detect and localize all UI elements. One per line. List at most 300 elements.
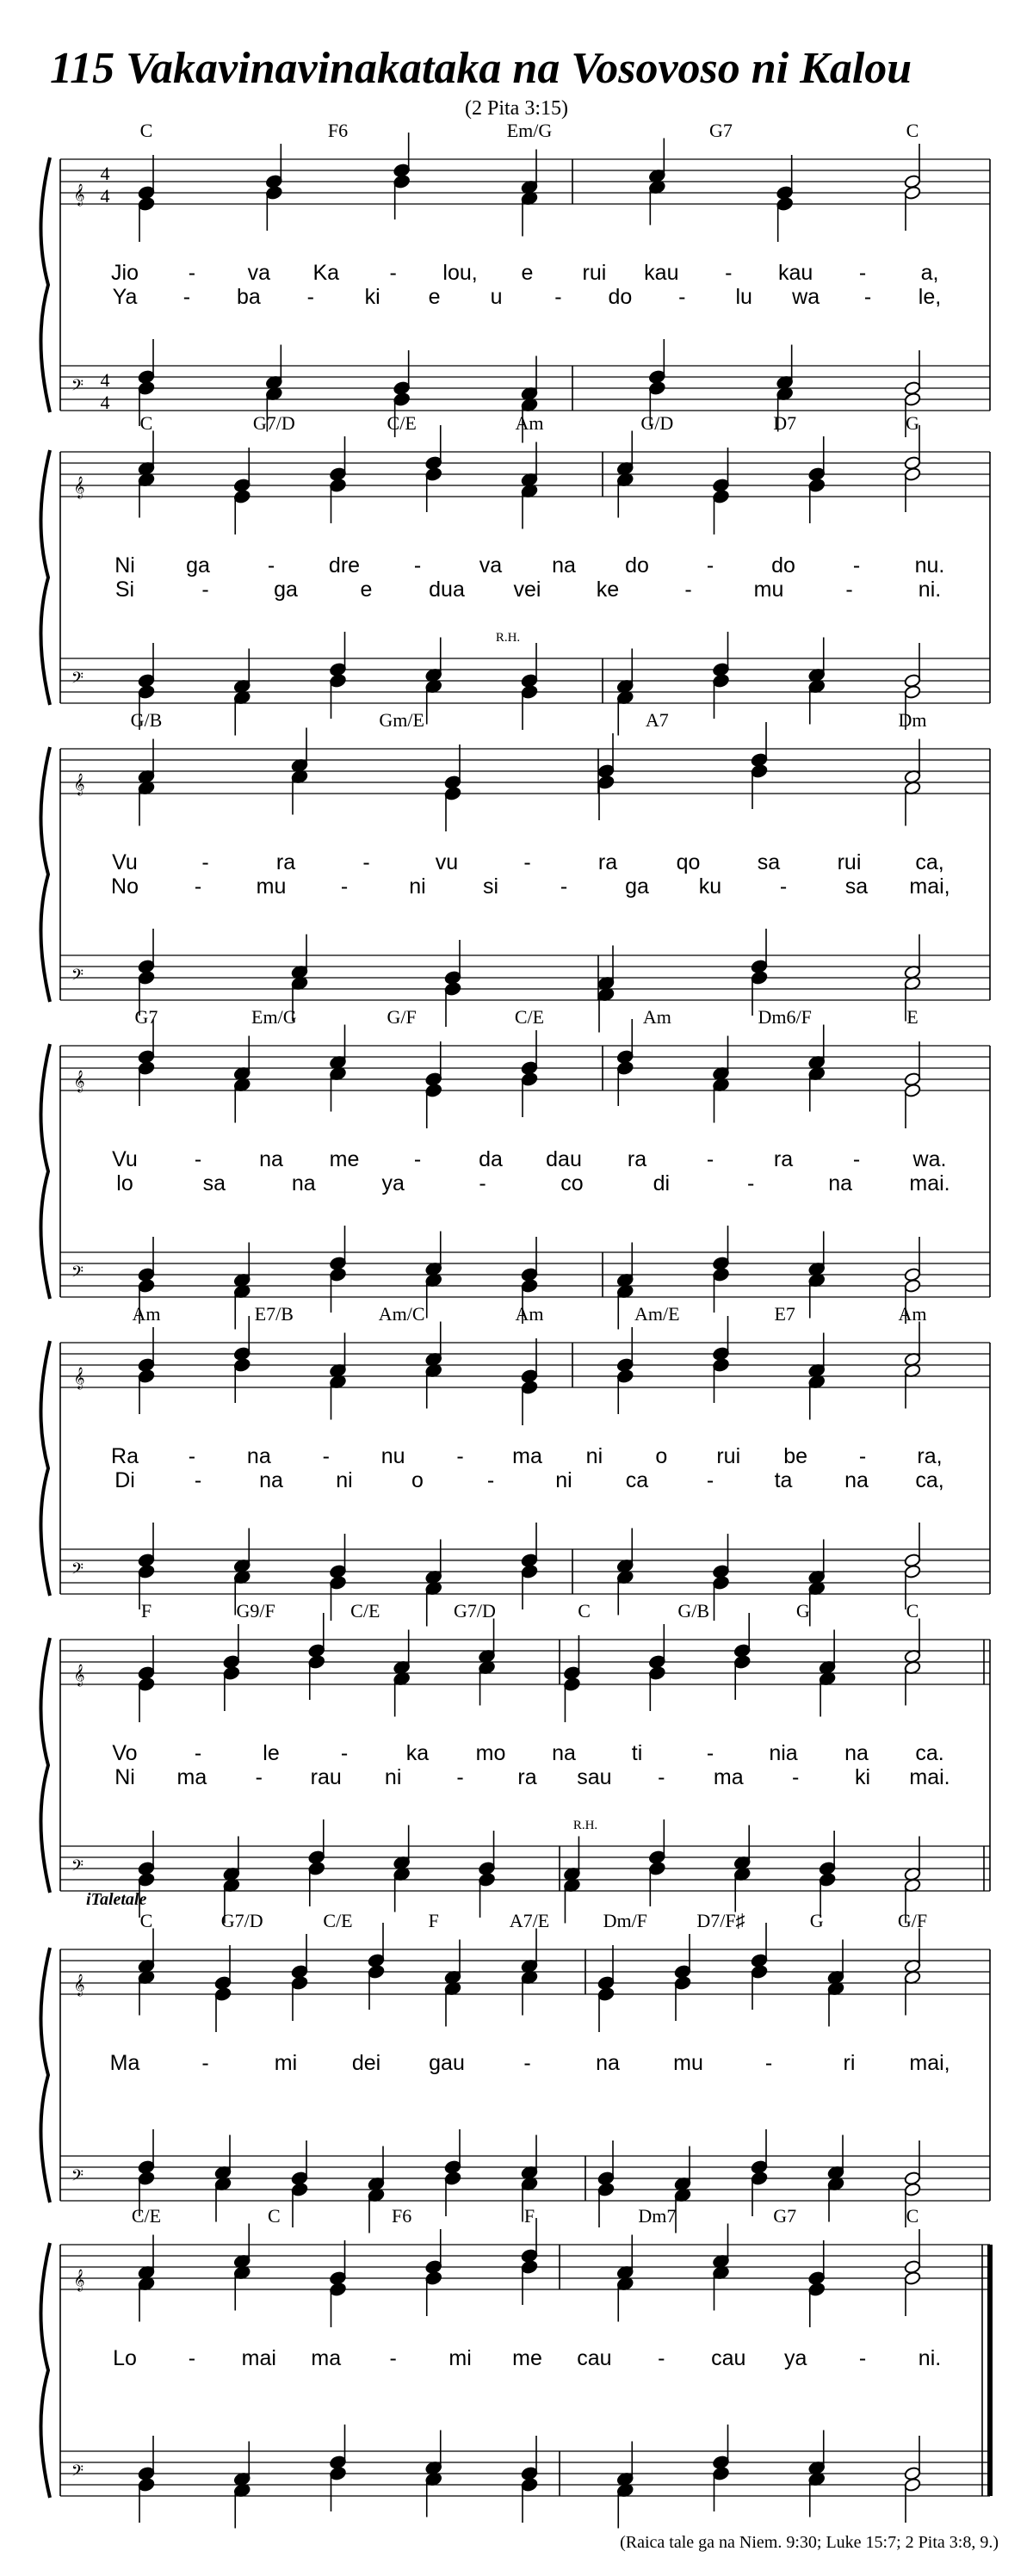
time-signature-top: 4 — [100, 369, 110, 391]
bass-note — [904, 1564, 921, 1578]
lyric-syllable: ni — [585, 1444, 603, 1468]
lyric-syllable: wa. — [912, 1147, 947, 1171]
lyric-syllable: na — [291, 1171, 316, 1195]
lyric-syllable: gau — [429, 2051, 465, 2075]
lyric-syllable: be — [783, 1444, 808, 1468]
treble-staff — [60, 749, 990, 794]
lyric-syllable: ra — [597, 850, 618, 874]
lyric-syllable: o — [655, 1444, 668, 1468]
chord-symbol: G/D — [640, 412, 674, 434]
alto-note — [444, 786, 461, 800]
lyric-syllable: - — [182, 285, 191, 309]
lyric-syllable: dre — [328, 553, 361, 578]
lyric-syllable: ra — [773, 1147, 794, 1171]
alto-note — [904, 1083, 921, 1097]
lyric-syllable: - — [658, 1765, 665, 1789]
alto-note — [712, 1357, 729, 1372]
lyric-syllable: - — [858, 261, 867, 285]
lyric-syllable: - — [863, 285, 872, 309]
chord-symbol: Dm6/F — [758, 1006, 812, 1028]
lyric-syllable: Vu — [112, 1147, 138, 1171]
lyric-syllable: ya — [783, 2346, 807, 2370]
lyric-syllable: Ya — [112, 285, 138, 309]
lyric-syllable: - — [747, 1171, 755, 1195]
chord-symbol: G/F — [897, 1910, 928, 1931]
chord-symbol: C — [267, 2205, 281, 2227]
bass-note — [521, 1278, 538, 1293]
lyric-syllable: le, — [918, 285, 942, 309]
lyric-syllable: ya — [381, 1171, 405, 1195]
alto-note — [616, 1368, 634, 1383]
lyric-syllable: - — [858, 1444, 867, 1468]
chord-symbol: C — [906, 2205, 919, 2227]
lyric-syllable: do — [625, 553, 649, 578]
lyric-syllable: - — [523, 850, 531, 874]
chord-symbol: G7/D — [252, 412, 295, 434]
alto-note — [138, 1368, 155, 1383]
alto-note — [712, 489, 729, 503]
bass-note — [444, 2171, 461, 2185]
lyric-syllable: - — [188, 1444, 196, 1468]
lyric-syllable: ka — [405, 1741, 430, 1765]
lyric-syllable: - — [684, 578, 692, 602]
lyric-syllable: me — [512, 2346, 542, 2370]
alto-note — [425, 2270, 442, 2285]
lyric-syllable: rau — [310, 1765, 342, 1789]
lyric-syllable: - — [706, 553, 714, 578]
chord-symbol: A7/E — [509, 1910, 550, 1931]
chord-symbol: G7/D — [220, 1910, 263, 1931]
lyric-syllable: - — [845, 578, 853, 602]
chord-symbol: G7 — [134, 1006, 158, 1028]
source-references: (Raica tale ga na Niem. 9:30; Luke 15:7; 2 Pita 3:8, 9.) — [620, 2533, 999, 2552]
lyric-syllable: ra — [517, 1765, 537, 1789]
lyric-syllable: vu — [435, 850, 459, 874]
lyric-syllable: do — [771, 553, 795, 578]
lyric-syllable: ku — [698, 874, 722, 899]
lyric-syllable: - — [194, 1741, 202, 1765]
lyric-syllable: - — [706, 1741, 714, 1765]
chord-symbol: C — [578, 1600, 591, 1622]
lyric-syllable: - — [792, 1765, 800, 1789]
chord-symbol: Dm — [898, 709, 927, 731]
chord-symbol: Am/C — [378, 1303, 425, 1325]
bass-note — [904, 2182, 921, 2196]
chord-symbol: G/B — [130, 709, 163, 731]
scripture-reference: (2 Pita 3:15) — [465, 97, 568, 120]
alto-note — [563, 1677, 580, 1691]
lyric-syllable: Jio — [111, 261, 139, 285]
chord-symbol: Gm/E — [379, 709, 424, 731]
treble-clef-icon: 𝄞 — [73, 2269, 85, 2290]
bass-note — [138, 684, 155, 699]
lyric-syllable: ni — [336, 1468, 353, 1492]
alto-note — [138, 1677, 155, 1691]
bass-note — [138, 1564, 155, 1578]
lyric-syllable: Di — [114, 1468, 135, 1492]
lyric-syllable: - — [779, 874, 788, 899]
lyric-syllable: rui — [716, 1444, 741, 1468]
lyric-syllable: si — [482, 874, 499, 899]
lyric-syllable: - — [362, 850, 370, 874]
lyric-syllable: - — [340, 1741, 349, 1765]
bass-note — [329, 673, 346, 688]
chord-symbol: G7 — [773, 2205, 797, 2227]
lyric-syllable: - — [560, 874, 568, 899]
lyric-syllable: - — [389, 261, 397, 285]
lyric-syllable: - — [852, 1147, 861, 1171]
lyric-syllable: na — [246, 1444, 271, 1468]
lyric-syllable: - — [456, 1765, 464, 1789]
lyric-syllable: Ma — [109, 2051, 140, 2075]
chord-symbol: F6 — [392, 2205, 412, 2227]
lyric-syllable: - — [858, 2346, 867, 2370]
alto-note — [808, 478, 826, 492]
chord-symbol: Am/E — [634, 1303, 680, 1325]
hymn-title-text: Vakavinavinakataka na Vosovoso ni Kalou — [126, 44, 912, 93]
bass-note — [904, 684, 921, 699]
lyric-syllable: va — [247, 261, 271, 285]
lyric-syllable: u — [490, 285, 503, 309]
lyric-syllable: kau — [778, 261, 813, 285]
chord-symbol: E7 — [774, 1303, 795, 1325]
chord-symbol: G7 — [709, 120, 733, 141]
bass-note — [597, 2182, 615, 2196]
chord-symbol: C — [906, 1600, 919, 1622]
lyric-syllable: Ka — [312, 261, 340, 285]
alto-note — [904, 185, 921, 200]
chord-symbol: E — [906, 1006, 919, 1028]
alto-note — [521, 1380, 538, 1394]
lyric-syllable: lu — [735, 285, 752, 309]
lyric-syllable: na — [844, 1468, 869, 1492]
lyric-syllable: - — [764, 2051, 773, 2075]
lyric-syllable: - — [486, 1468, 495, 1492]
alto-note — [597, 1986, 615, 2001]
lyric-syllable: na — [596, 2051, 620, 2075]
alto-note — [521, 1072, 538, 1086]
alto-note — [521, 2259, 538, 2274]
alto-note — [616, 1060, 634, 1075]
lyric-syllable: e — [521, 261, 534, 285]
bass-note — [904, 392, 921, 406]
lyric-syllable: ra — [275, 850, 296, 874]
lyric-syllable: kau — [644, 261, 679, 285]
chord-symbol: Am — [642, 1006, 671, 1028]
chord-symbol: C — [906, 120, 919, 141]
bass-note — [751, 970, 768, 985]
lyric-syllable: - — [188, 261, 196, 285]
lyric-syllable: ma — [311, 2346, 342, 2370]
lyric-syllable: lou, — [442, 261, 478, 285]
lyric-syllable: le — [263, 1741, 280, 1765]
treble-clef-icon: 𝄞 — [73, 1070, 85, 1091]
alto-note — [393, 174, 411, 188]
time-signature-bottom: 4 — [100, 392, 110, 413]
lyric-syllable: na — [259, 1147, 283, 1171]
bass-clef-icon: 𝄢 — [71, 2166, 84, 2188]
bass-note — [648, 1861, 665, 1875]
alto-note — [329, 2282, 346, 2296]
lyric-syllable: ri — [843, 2051, 856, 2075]
chord-symbol: Em/G — [506, 120, 553, 141]
lyric-syllable: Ni — [114, 553, 135, 578]
chord-symbol: C — [139, 1910, 153, 1931]
lyric-syllable: na — [828, 1171, 853, 1195]
lyric-syllable: ba — [236, 285, 261, 309]
lyric-syllable: ki — [855, 1765, 871, 1789]
lyric-syllable: - — [413, 1147, 422, 1171]
lyric-syllable: o — [411, 1468, 424, 1492]
lyric-syllable: ki — [364, 285, 380, 309]
lyric-syllable: mu — [753, 578, 784, 602]
lyric-syllable: Vo — [112, 1741, 138, 1765]
lyric-syllable: dua — [429, 578, 465, 602]
lyric-syllable: - — [852, 553, 861, 578]
lyric-syllable: - — [706, 1468, 714, 1492]
bass-clef-icon: 𝄢 — [71, 376, 84, 398]
lyric-syllable: rui — [582, 261, 607, 285]
lyric-syllable: - — [523, 2051, 531, 2075]
chord-symbol: Am — [515, 412, 544, 434]
lyric-syllable: va — [479, 553, 503, 578]
lyric-syllable: ni — [555, 1468, 572, 1492]
lyric-syllable: ni. — [918, 578, 942, 602]
chord-symbol: Dm7 — [638, 2205, 677, 2227]
bass-note — [329, 1267, 346, 1282]
lyric-syllable: No — [111, 874, 139, 899]
chord-symbol: G — [795, 1600, 810, 1622]
chord-symbol: F — [140, 1600, 152, 1622]
bass-note — [904, 1278, 921, 1293]
bass-note — [138, 1278, 155, 1293]
chord-symbol: C/E — [323, 1910, 353, 1931]
lyric-syllable: mai. — [909, 1171, 950, 1195]
chord-symbol: G7/D — [453, 1600, 496, 1622]
alto-note — [233, 489, 251, 503]
chord-symbol: F — [428, 1910, 439, 1931]
system-brace — [40, 450, 50, 705]
bass-clef-icon: 𝄢 — [71, 2462, 84, 2483]
lyric-syllable: dei — [351, 2051, 381, 2075]
lyric-syllable: - — [658, 2346, 665, 2370]
system-brace — [40, 1341, 50, 1596]
chord-symbol: D7/F♯ — [696, 1910, 745, 1931]
lyric-syllable: ni. — [918, 2346, 942, 2370]
lyric-syllable: dau — [546, 1147, 582, 1171]
treble-clef-icon: 𝄞 — [73, 1664, 85, 1685]
alto-note — [904, 2270, 921, 2285]
chord-symbol: C/E — [387, 412, 417, 434]
lyric-syllable: lo — [116, 1171, 133, 1195]
treble-staff — [60, 1640, 990, 1684]
lyric-syllable: - — [678, 285, 686, 309]
lyric-syllable: co — [560, 1171, 584, 1195]
chord-symbol: G9/F — [236, 1600, 275, 1622]
alto-note — [368, 1964, 385, 1979]
treble-clef-icon: 𝄞 — [73, 1974, 85, 1995]
lyric-syllable: mi — [448, 2346, 472, 2370]
lyric-syllable: ca, — [915, 850, 944, 874]
lyric-syllable: mo — [475, 1741, 506, 1765]
lyric-syllable: - — [389, 2346, 397, 2370]
chord-symbol: C — [139, 120, 153, 141]
lyric-syllable: ta — [774, 1468, 793, 1492]
bass-clef-icon: 𝄢 — [71, 1856, 84, 1878]
system-brace — [40, 747, 50, 1002]
bass-note — [479, 1872, 496, 1887]
chord-symbol: F6 — [327, 120, 349, 141]
lyric-syllable: vei — [513, 578, 541, 602]
chord-symbol: G — [906, 412, 919, 434]
alto-note — [138, 196, 155, 211]
bass-note — [393, 392, 411, 406]
alto-note — [904, 466, 921, 481]
alto-note — [751, 763, 768, 778]
bass-note — [521, 2477, 538, 2492]
lyric-syllable: qo — [676, 850, 701, 874]
lyric-syllable: - — [479, 1171, 486, 1195]
system-brace — [40, 1948, 50, 2202]
lyric-syllable: ma — [512, 1444, 542, 1468]
lyric-syllable: wa — [792, 285, 820, 309]
lyric-syllable: - — [554, 285, 562, 309]
lyric-syllable: - — [267, 553, 275, 578]
lyric-syllable: - — [413, 553, 422, 578]
chord-symbol: C/E — [131, 2205, 162, 2227]
chord-symbol: A7 — [645, 709, 669, 731]
lyric-syllable: mi — [274, 2051, 298, 2075]
alto-note — [214, 1986, 232, 2001]
bass-note — [521, 684, 538, 699]
lyric-syllable: - — [340, 874, 349, 899]
system-brace — [40, 1044, 50, 1299]
lyric-syllable: Lo — [113, 2346, 137, 2370]
right-hand-marking: R.H. — [495, 631, 521, 645]
alto-note — [425, 1083, 442, 1097]
bass-note — [138, 2477, 155, 2492]
chord-symbol: D7 — [773, 412, 797, 434]
bass-note — [138, 970, 155, 985]
lyric-syllable: - — [456, 1444, 464, 1468]
alto-note — [329, 478, 346, 492]
lyric-syllable: nu. — [914, 553, 945, 578]
lyric-syllable: - — [306, 285, 314, 309]
alto-note — [674, 1975, 691, 1990]
chord-symbol: Dm/F — [603, 1910, 647, 1931]
chord-symbol: G/F — [387, 1006, 417, 1028]
lyric-syllable: ma — [176, 1765, 207, 1789]
bass-clef-icon: 𝄢 — [71, 966, 84, 987]
lyric-syllable: cau — [577, 2346, 612, 2370]
bass-note — [712, 1267, 729, 1282]
lyric-syllable: - — [201, 2051, 209, 2075]
chord-symbol: E7/B — [254, 1303, 294, 1325]
alto-note — [233, 1357, 251, 1372]
bass-note — [329, 1575, 346, 1590]
lyric-syllable: cau — [711, 2346, 746, 2370]
chord-symbol: Am — [515, 1303, 544, 1325]
lyric-syllable: - — [706, 1147, 714, 1171]
bass-clef-icon: 𝄢 — [71, 1263, 84, 1284]
treble-clef-icon: 𝄞 — [73, 1367, 85, 1388]
lyric-syllable: ni — [384, 1765, 402, 1789]
bass-note — [712, 2466, 729, 2480]
lyric-syllable: mai — [241, 2346, 276, 2370]
lyric-syllable: ca. — [915, 1741, 944, 1765]
bass-note — [648, 380, 665, 395]
lyric-syllable: Si — [114, 578, 135, 602]
alto-note — [776, 196, 794, 211]
system-brace — [40, 1638, 50, 1893]
lyric-syllable: na — [259, 1468, 283, 1492]
time-signature-bottom: 4 — [100, 185, 110, 207]
lyric-syllable: da — [479, 1147, 503, 1171]
bass-note — [291, 2182, 308, 2196]
lyric-syllable: na — [844, 1741, 869, 1765]
lyric-syllable: mu — [673, 2051, 703, 2075]
lyric-syllable: ke — [596, 578, 620, 602]
lyric-syllable: ma — [713, 1765, 744, 1789]
treble-clef-icon: 𝄞 — [73, 183, 85, 205]
lyric-syllable: - — [201, 850, 209, 874]
chord-symbol: Am — [898, 1303, 927, 1325]
bass-staff — [60, 1846, 990, 1891]
lyric-syllable: - — [194, 1468, 202, 1492]
treble-clef-icon: 𝄞 — [73, 773, 85, 794]
lyric-syllable: ga — [625, 874, 649, 899]
lyric-syllable: ga — [274, 578, 298, 602]
lyric-syllable: ni — [409, 874, 426, 899]
lyric-syllable: e — [428, 285, 441, 309]
lyric-syllable: nia — [769, 1741, 798, 1765]
lyric-syllable: - — [725, 261, 733, 285]
alto-note — [733, 1654, 751, 1669]
lyric-syllable: ra, — [917, 1444, 943, 1468]
bass-staff — [60, 955, 990, 1000]
treble-clef-icon: 𝄞 — [73, 476, 85, 497]
lyric-syllable: sa — [202, 1171, 226, 1195]
lyric-syllable: ga — [186, 553, 210, 578]
bass-note — [521, 1564, 538, 1578]
system-brace — [40, 2243, 50, 2498]
lyric-syllable: Vu — [112, 850, 138, 874]
chord-symbol: G — [809, 1910, 824, 1931]
bass-note — [712, 673, 729, 688]
bass-note — [138, 380, 155, 395]
lyric-syllable: - — [201, 578, 209, 602]
chord-symbol: C/E — [514, 1006, 545, 1028]
lyric-syllable: - — [255, 1765, 263, 1789]
hymn-number: 115 — [50, 44, 115, 93]
lyric-syllable: e — [360, 578, 373, 602]
chord-symbol: G/B — [677, 1600, 710, 1622]
bass-clef-icon: 𝄢 — [71, 669, 84, 690]
bass-note — [751, 2171, 768, 2185]
bass-clef-icon: 𝄢 — [71, 1560, 84, 1581]
lyric-syllable: na — [552, 553, 576, 578]
chord-symbol: Am — [132, 1303, 161, 1325]
lyric-syllable: mu — [256, 874, 287, 899]
lyric-syllable: me — [329, 1147, 360, 1171]
chord-symbol: C — [139, 412, 153, 434]
lyric-syllable: mai, — [909, 874, 950, 899]
lyric-syllable: - — [194, 874, 202, 899]
chord-symbol: Em/G — [251, 1006, 297, 1028]
lyric-syllable: ca, — [915, 1468, 944, 1492]
lyric-syllable: a, — [920, 261, 939, 285]
chord-symbol: C/E — [350, 1600, 380, 1622]
